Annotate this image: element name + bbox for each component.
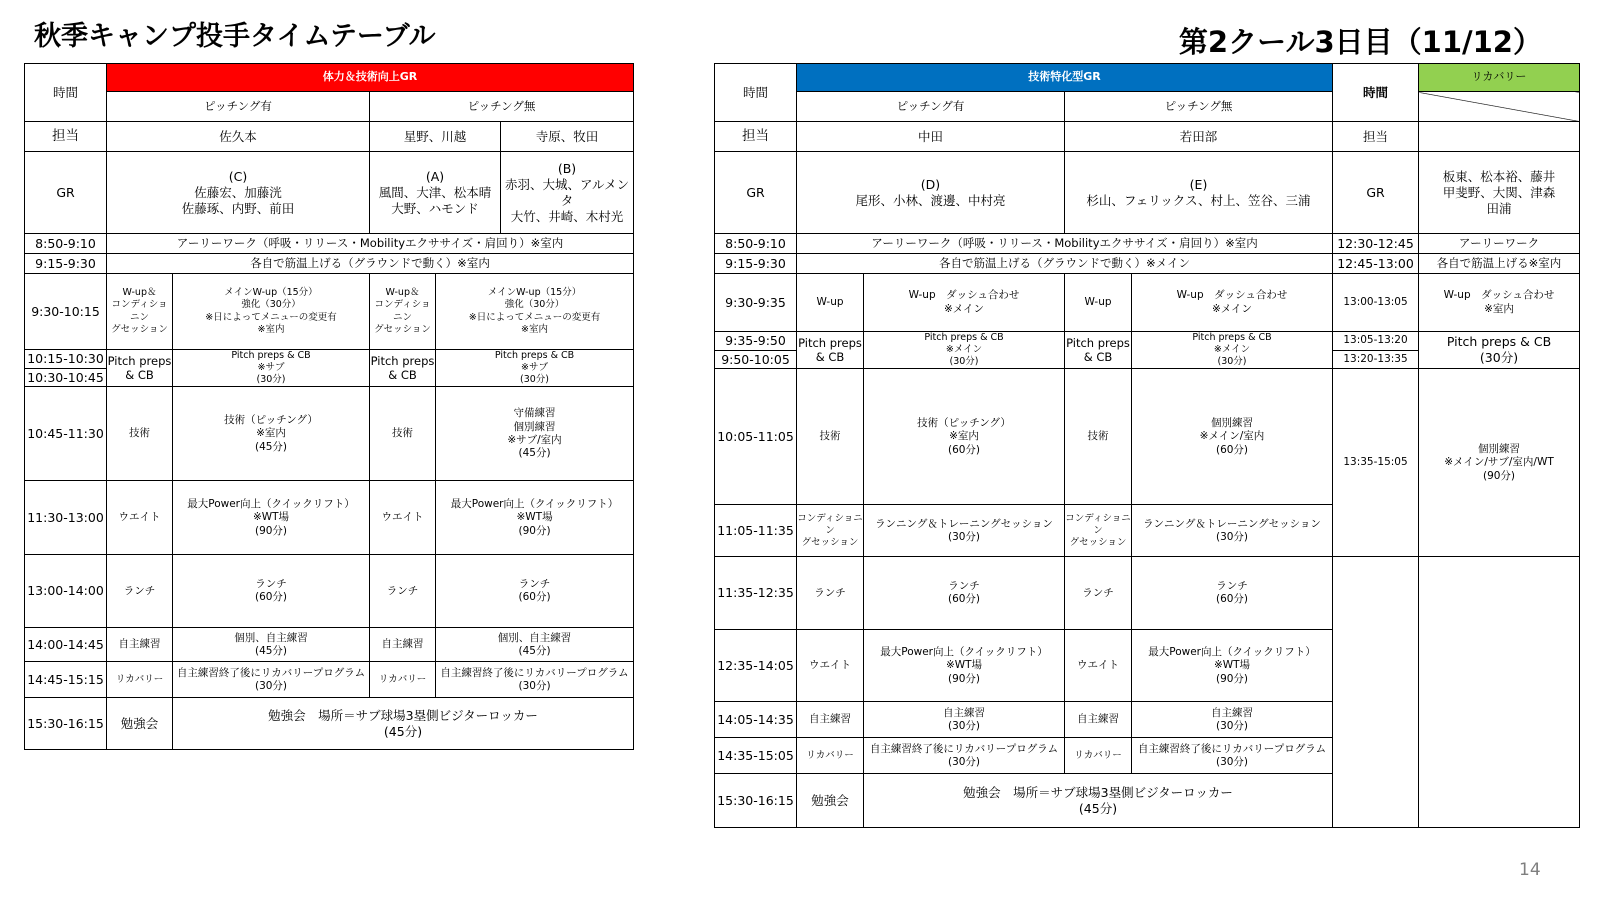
lunch-detail-no: ランチ (60分) [1132,557,1333,630]
warmup-self-cell: 各自で筋温上げる（グラウンドで動く）※メイン [797,254,1333,274]
staff-a: 星野、川越 [370,122,501,152]
weight-detail-yes: 最大Power向上（クイックリフト） ※WT場 (90分) [864,630,1065,702]
activity-label: リカバリー [797,738,864,774]
activity-label: 自主練習 [370,628,436,662]
pitch-preps-no: Pitch preps & CB ※サブ (30分) [436,350,634,387]
recovery-no: 自主練習終了後にリカバリープログラム (30分) [436,662,634,698]
lunch-detail-no: ランチ (60分) [436,555,634,628]
gr-header: GR [25,152,107,234]
activity-label: 技術 [107,387,173,481]
time-header: 時間 [25,64,107,122]
activity-label: W-up＆ コンディショニン グセッション [370,274,436,350]
time-cell: 15:30-16:15 [25,698,107,750]
wup-detail-no: メインW-up（15分） 強化（30分） ※日によってメニューの変更有 ※室内 [436,274,634,350]
pitching-no-header: ピッチング無 [1065,92,1333,122]
recovery-warmup: 各自で筋温上げる※室内 [1419,254,1580,274]
recovery-yes: 自主練習終了後にリカバリープログラム (30分) [864,738,1065,774]
tech-detail-yes: 技術（ピッチング） ※室内 (60分) [864,369,1065,505]
time-cell: 8:50-9:10 [25,234,107,254]
staff-recovery-empty [1419,122,1580,152]
recovery-no: 自主練習終了後にリカバリープログラム (30分) [1132,738,1333,774]
activity-label: リカバリー [107,662,173,698]
time-cell: 9:30-9:35 [715,274,797,332]
pitch-preps-no: Pitch preps & CB ※メイン (30分) [1132,332,1333,369]
tech-detail-no: 個別練習 ※メイン/室内 (60分) [1132,369,1333,505]
tech-detail-yes: 技術（ピッチング） ※室内 (45分) [173,387,370,481]
group-header-fitness: 体力＆技術向上GR [107,64,634,92]
time-cell: 14:05-14:35 [715,702,797,738]
time-cell: 9:15-9:30 [715,254,797,274]
activity-label: リカバリー [1065,738,1132,774]
self-practice-no: 個別、自主練習 (45分) [436,628,634,662]
wup-detail-no: W-up ダッシュ合わせ ※メイン [1132,274,1333,332]
early-work-cell: アーリーワーク（呼吸・リリース・Mobilityエクササイズ・肩回り）※室内 [107,234,634,254]
recovery-time-cell: 13:00-13:05 [1333,274,1419,332]
self-practice-no: 自主練習 (30分) [1132,702,1333,738]
group-a-members: (A) 風間、大津、松本晴 大野、ハモンド [370,152,501,234]
recovery-time-cell: 13:05-13:20 [1333,332,1419,351]
activity-label: ウエイト [1065,630,1132,702]
recovery-early-work: アーリーワーク [1419,234,1580,254]
group-header-technical: 技術特化型GR [797,64,1333,92]
conditioning-yes: ランニング＆トレーニングセッション (30分) [864,505,1065,557]
weight-detail-no: 最大Power向上（クイックリフト） ※WT場 (90分) [436,481,634,555]
activity-label: ランチ [797,557,864,630]
staff-header: 担当 [25,122,107,152]
tech-detail-no: 守備練習 個別練習 ※サブ/室内 (45分) [436,387,634,481]
time-cell: 9:50-10:05 [715,350,797,369]
activity-label: ウエイト [107,481,173,555]
time-cell: 10:05-11:05 [715,369,797,505]
time-cell: 8:50-9:10 [715,234,797,254]
activity-label: Pitch preps & CB [107,350,173,387]
activity-label: Pitch preps & CB [370,350,436,387]
time-header: 時間 [715,64,797,122]
study-session-cell: 勉強会 場所＝サブ球場3塁側ビジターロッカー (45分) [864,774,1333,828]
recovery-time-cell: 12:45-13:00 [1333,254,1419,274]
activity-label: ウエイト [797,630,864,702]
time-cell: 14:35-15:05 [715,738,797,774]
time-cell: 9:35-9:50 [715,332,797,351]
activity-label: W-up [797,274,864,332]
page-title: 秋季キャンプ投手タイムテーブル [34,21,436,52]
staff-b: 寺原、牧田 [501,122,634,152]
self-practice-yes: 個別、自主練習 (45分) [173,628,370,662]
activity-label: Pitch preps & CB [1065,332,1132,369]
time-cell: 10:45-11:30 [25,387,107,481]
activity-label: 自主練習 [1065,702,1132,738]
activity-label: コンディショニン グセッション [1065,505,1132,557]
recovery-group-members: 板東、松本裕、藤井 甲斐野、大関、津森 田浦 [1419,152,1580,234]
left-schedule-table [24,63,634,750]
staff-c: 佐久本 [107,122,370,152]
gr-header-recovery: GR [1333,152,1419,234]
time-cell: 13:00-14:00 [25,555,107,628]
recovery-wup: W-up ダッシュ合わせ ※室内 [1419,274,1580,332]
activity-label: 技術 [1065,369,1132,505]
time-cell: 14:00-14:45 [25,628,107,662]
gr-header: GR [715,152,797,234]
staff-e: 若田部 [1065,122,1333,152]
recovery-time-cell: 12:30-12:45 [1333,234,1419,254]
activity-label: 自主練習 [797,702,864,738]
self-practice-yes: 自主練習 (30分) [864,702,1065,738]
recovery-time-cell: 13:35-15:05 [1333,369,1419,557]
group-c-members: (C) 佐藤宏、加藤洸 佐藤琢、内野、前田 [107,152,370,234]
activity-label: ウエイト [370,481,436,555]
staff-header: 担当 [715,122,797,152]
time-cell: 12:35-14:05 [715,630,797,702]
lunch-detail-yes: ランチ (60分) [864,557,1065,630]
activity-label: 勉強会 [107,698,173,750]
pitch-preps-yes: Pitch preps & CB ※サブ (30分) [173,350,370,387]
time-cell: 9:15-9:30 [25,254,107,274]
early-work-cell: アーリーワーク（呼吸・リリース・Mobilityエクササイズ・肩回り）※室内 [797,234,1333,254]
activity-label: ランチ [1065,557,1132,630]
time-cell: 9:30-10:15 [25,274,107,350]
wup-detail-yes: W-up ダッシュ合わせ ※メイン [864,274,1065,332]
recovery-time-cell: 13:20-13:35 [1333,350,1419,369]
recovery-pitch-preps: Pitch preps & CB (30分) [1419,332,1580,369]
pitching-yes-header: ピッチング有 [107,92,370,122]
staff-header-recovery: 担当 [1333,122,1419,152]
activity-label: 技術 [797,369,864,505]
conditioning-no: ランニング＆トレーニングセッション (30分) [1132,505,1333,557]
activity-label: W-up＆ コンディショニン グセッション [107,274,173,350]
pitch-preps-yes: Pitch preps & CB ※メイン (30分) [864,332,1065,369]
time-cell: 11:30-13:00 [25,481,107,555]
warmup-self-cell: 各自で筋温上げる（グラウンドで動く）※室内 [107,254,634,274]
group-header-recovery: リカバリー [1419,64,1580,92]
group-e-members: (E) 杉山、フェリックス、村上、笠谷、三浦 [1065,152,1333,234]
recovery-yes: 自主練習終了後にリカバリープログラム (30分) [173,662,370,698]
weight-detail-no: 最大Power向上（クイックリフト） ※WT場 (90分) [1132,630,1333,702]
recovery-empty-detail [1419,557,1580,828]
wup-detail-yes: メインW-up（15分） 強化（30分） ※日によってメニューの変更有 ※室内 [173,274,370,350]
activity-label: 技術 [370,387,436,481]
diagonal-empty-cell [1419,92,1580,122]
activity-label: ランチ [370,555,436,628]
group-b-members: (B) 赤羽、大城、アルメンタ 大竹、井崎、木村光 [501,152,634,234]
weight-detail-yes: 最大Power向上（クイックリフト） ※WT場 (90分) [173,481,370,555]
right-schedule-table [714,63,1580,828]
activity-label: Pitch preps & CB [797,332,864,369]
group-d-members: (D) 尾形、小林、渡邊、中村亮 [797,152,1065,234]
time-cell: 11:35-12:35 [715,557,797,630]
activity-label: リカバリー [370,662,436,698]
study-session-cell: 勉強会 場所＝サブ球場3塁側ビジターロッカー (45分) [173,698,634,750]
page-number: 14 [1519,860,1541,880]
time-cell: 14:45-15:15 [25,662,107,698]
activity-label: コンディショニン グセッション [797,505,864,557]
time-cell: 10:15-10:30 [25,350,107,369]
activity-label: 勉強会 [797,774,864,828]
recovery-empty-time [1333,557,1419,828]
pitching-no-header: ピッチング無 [370,92,634,122]
activity-label: 自主練習 [107,628,173,662]
time-cell: 15:30-16:15 [715,774,797,828]
activity-label: ランチ [107,555,173,628]
staff-d: 中田 [797,122,1065,152]
time-cell: 11:05-11:35 [715,505,797,557]
session-title: 第2クール3日目（11/12） [1178,25,1542,59]
time-cell: 10:30-10:45 [25,368,107,387]
recovery-individual-practice: 個別練習 ※メイン/サブ/室内/WT (90分) [1419,369,1580,557]
activity-label: W-up [1065,274,1132,332]
recovery-time-header: 時間 [1333,64,1419,122]
lunch-detail-yes: ランチ (60分) [173,555,370,628]
pitching-yes-header: ピッチング有 [797,92,1065,122]
